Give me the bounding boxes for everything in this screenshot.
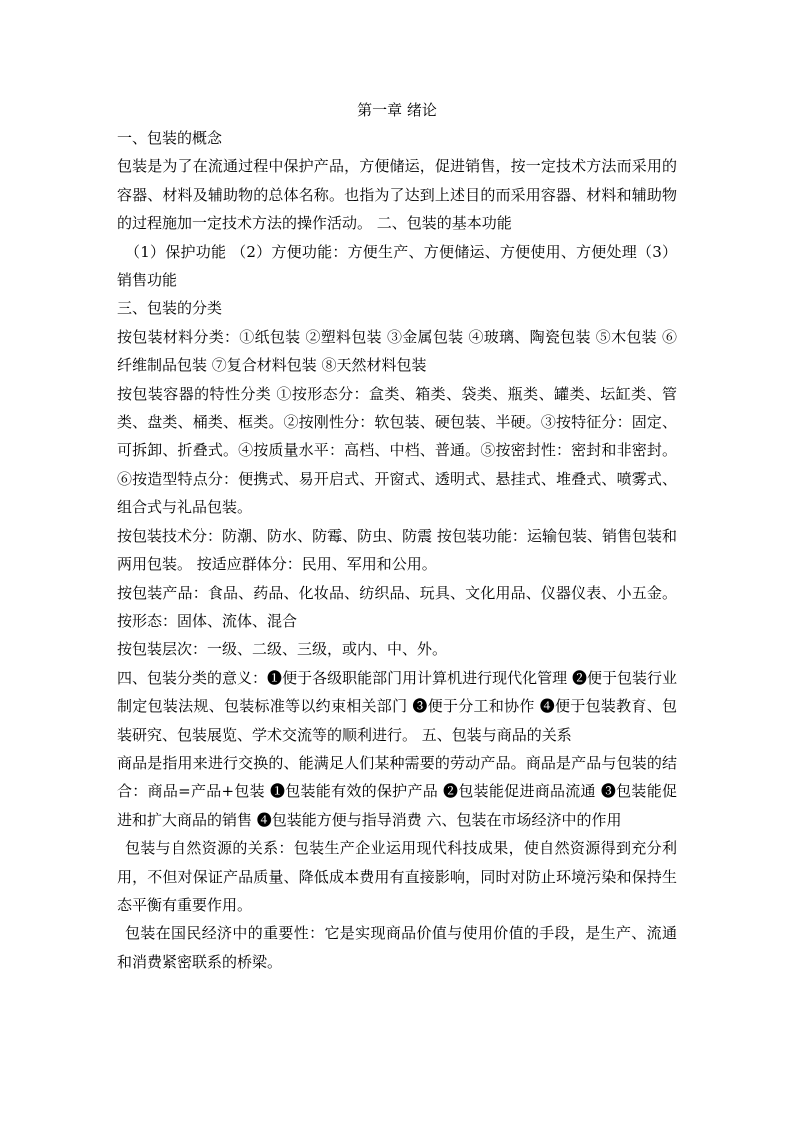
paragraph-by-container: 按包装容器的特性分类 ①按形态分：盒类、箱类、袋类、瓶类、罐类、坛缸类、管类、盘类、桶类、框类。②按刚性分：软包装、硬包装、半硬。③按特征分：固定、可拆卸、折叠式。④按质量水平：高档、中档、普通。⑤按密封性：密封和非密封。⑥按造型特点分：便携式、易开启式、开窗式、透明式、悬挂式、堆叠式、喷雾式、组合式与礼品包装。: [117, 384, 677, 517]
paragraph-national-economy: 包装在国民经济中的重要性：它是实现商品价值与使用价值的手段，是生产、流通和消费紧密联系的桥梁。: [117, 924, 677, 971]
paragraph-packaging-definition: 包装是为了在流通过程中保护产品，方便储运，促进销售，按一定技术方法而采用的容器、材料及辅助物的总体名称。也指为了达到上述目的而采用容器、材料和辅助物的过程施加一定技术方法的操作活动。 二、包装的基本功能: [117, 157, 677, 233]
document-page: [117, 96, 677, 976]
paragraph-by-product: 按包装产品：食品、药品、化妆品、纺织品、玩具、文化用品、仪器仪表、小五金。 按形态：固体、流体、混合: [117, 583, 677, 630]
paragraph-basic-functions: （1）保护功能 （2）方便功能：方便生产、方便储运、方便使用、方便处理（3）销售功能: [117, 242, 677, 290]
paragraph-commodity-relation: 商品是指用来进行交换的、能满足人们某种需要的劳动产品。商品是产品与包装的结合：商品=产品+包装 ❶包装能有效的保护产品 ❷包装能促进商品流通 ❸包装能促进和扩大商品的销售 ❹包装能方便与指导消费 六、包装在市场经济中的作用: [117, 753, 677, 829]
paragraph-classification-meaning: 四、包装分类的意义：❶便于各级职能部门用计算机进行现代化管理 ❷便于包装行业制定包装法规、包装标准等以约束相关部门 ❸便于分工和协作 ❹便于包装教育、包装研究、包装展览、学术交流等的顺利进行。 五、包装与商品的关系: [117, 668, 677, 744]
heading-packaging-classification: 三、包装的分类: [117, 299, 223, 318]
paragraph-by-level: 按包装层次：一级、二级、三级，或内、中、外。: [117, 640, 448, 659]
chapter-title: 第一章 绪论: [357, 101, 437, 119]
paragraph-by-material: 按包装材料分类：①纸包装 ②塑料包装 ③金属包装 ④玻璃、陶瓷包装 ⑤木包装 ⑥纤维制品包装 ⑦复合材料包装 ⑧天然材料包装: [117, 327, 677, 375]
paragraph-by-technique: 按包装技术分：防潮、防水、防霉、防虫、防震 按包装功能：运输包装、销售包装和两用包装。 按适应群体分：民用、军用和公用。: [117, 526, 677, 574]
paragraph-natural-resources: 包装与自然资源的关系：包装生产企业运用现代科技成果，使自然资源得到充分利用，不但对保证产品质量、降低成本费用有直接影响，同时对防止环境污染和保持生态平衡有重要作用。: [117, 839, 677, 914]
heading-packaging-concept: 一、包装的概念: [117, 129, 223, 147]
